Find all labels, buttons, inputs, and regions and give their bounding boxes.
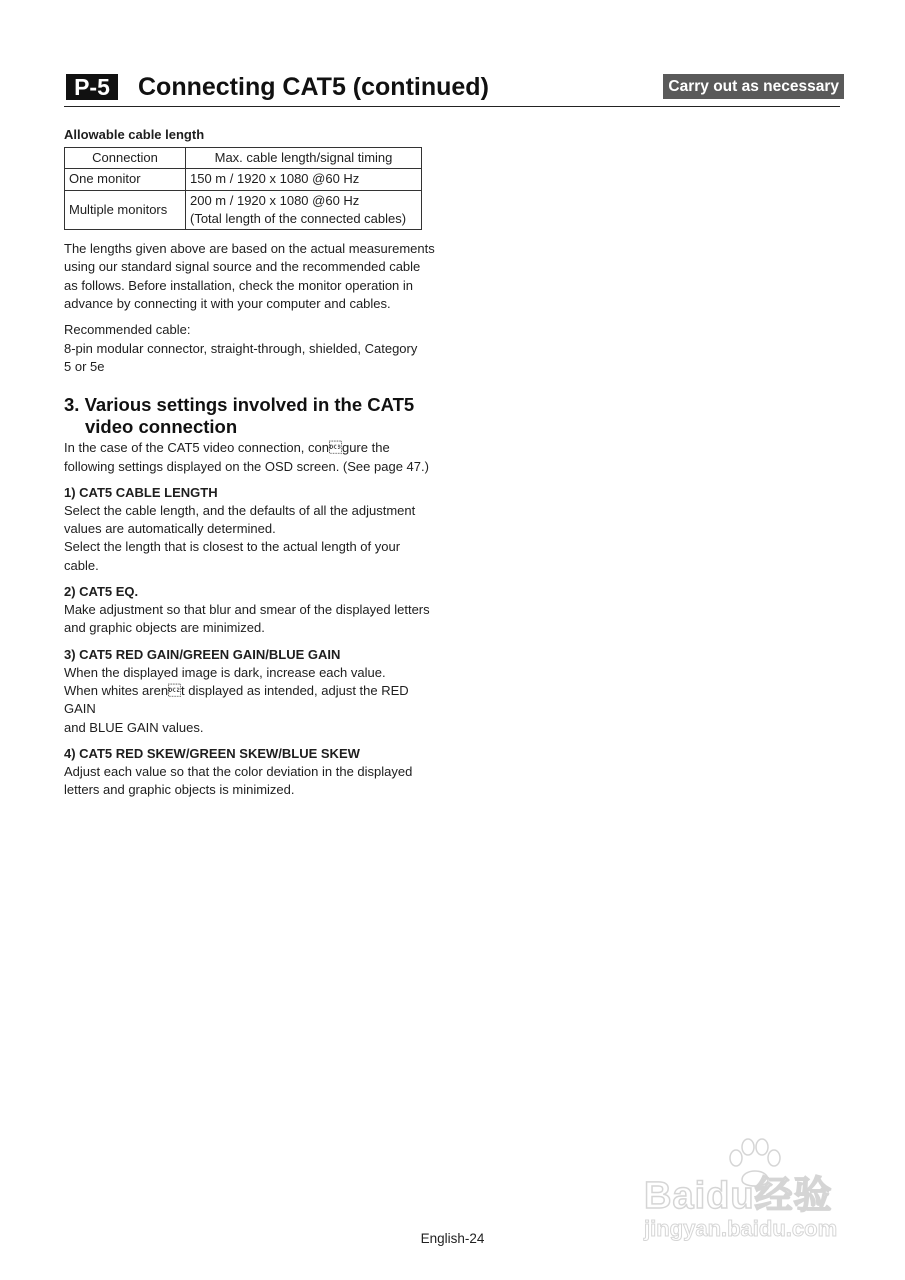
page-number: English-24 xyxy=(420,1231,485,1246)
text-line: cable. xyxy=(64,557,99,573)
setting-heading: 2) CAT5 EQ. xyxy=(64,584,139,600)
cell-connection: One monitor xyxy=(65,169,186,190)
setting-gain xyxy=(64,646,444,737)
setting-cable-length xyxy=(64,484,444,575)
text-line: and graphic objects are minimized. xyxy=(64,620,265,636)
text-line: values are automatically determined. xyxy=(64,521,276,537)
baidu-watermark xyxy=(644,1138,854,1248)
text-line: following settings displayed on the OSD screen. (See page 47.) xyxy=(64,458,429,474)
setting-heading: 4) CAT5 RED SKEW/GREEN SKEW/BLUE SKEW xyxy=(64,745,360,761)
section-intro xyxy=(64,439,444,476)
watermark-brand: Baidu经验 xyxy=(644,1175,833,1217)
page-title: Connecting CAT5 (continued) xyxy=(138,73,489,101)
section-title-line: 3. Various settings involved in the CAT5 xyxy=(64,394,415,416)
table-header-row xyxy=(65,148,422,169)
cable-length-heading: Allowable cable length xyxy=(64,127,205,142)
cable-length-table xyxy=(64,147,422,230)
text-line: Select the length that is closest to the actual length of your xyxy=(64,539,401,555)
watermark-url: jingyan.baidu.com xyxy=(644,1216,838,1241)
section-title xyxy=(64,394,444,437)
recommended-cable-label: Recommended cable: xyxy=(64,322,191,338)
setting-heading: 1) CAT5 CABLE LENGTH xyxy=(64,484,218,500)
column-header-connection: Connection xyxy=(65,148,186,169)
text-line: Select the cable length, and the defaults of all the adjustment xyxy=(64,502,416,518)
cell-connection: Multiple monitors xyxy=(65,190,186,230)
section-title-line: video connection xyxy=(85,415,238,437)
text-line: as follows. Before installation, check the monitor operation in xyxy=(64,277,414,293)
setting-heading: 3) CAT5 RED GAIN/GREEN GAIN/BLUE GAIN xyxy=(64,646,341,662)
recommended-cable-paragraph xyxy=(64,321,444,376)
main-content xyxy=(64,126,444,807)
text-line: When whites arent displayed as intended, adjust the RED GAIN xyxy=(64,682,409,717)
table-row xyxy=(65,190,422,230)
cell-max-length xyxy=(186,190,422,230)
column-header-max-length: Max. cable length/signal timing xyxy=(186,148,422,169)
setting-skew xyxy=(64,745,444,800)
text-line: When the displayed image is dark, increase each value. xyxy=(64,664,386,680)
cell-line: (Total length of the connected cables) xyxy=(190,210,407,226)
text-line: using our standard signal source and the recommended cable xyxy=(64,259,421,275)
carry-out-tag: Carry out as necessary xyxy=(663,74,844,99)
text-line: The lengths given above are based on the actual measurements xyxy=(64,241,435,257)
header-divider xyxy=(64,106,840,107)
text-line: 8-pin modular connector, straight-through, shielded, Category xyxy=(64,340,418,356)
text-line: In the case of the CAT5 video connection, congure the xyxy=(64,440,390,456)
section-badge: P-5 xyxy=(66,74,118,100)
text-line: Make adjustment so that blur and smear of the displayed letters xyxy=(64,602,430,618)
cell-line: 150 m / 1920 x 1080 @60 Hz xyxy=(190,171,360,187)
text-line: and BLUE GAIN values. xyxy=(64,719,204,735)
cell-line: 200 m / 1920 x 1080 @60 Hz xyxy=(190,192,360,208)
lengths-paragraph xyxy=(64,240,444,313)
text-line: letters and graphic objects is minimized. xyxy=(64,782,295,798)
text-line: Adjust each value so that the color deviation in the displayed xyxy=(64,763,413,779)
text-line: 5 or 5e xyxy=(64,358,105,374)
page-header xyxy=(64,72,840,108)
table-row xyxy=(65,169,422,190)
text-line: advance by connecting it with your computer and cables. xyxy=(64,296,391,312)
cell-max-length xyxy=(186,169,422,190)
setting-eq xyxy=(64,583,444,638)
